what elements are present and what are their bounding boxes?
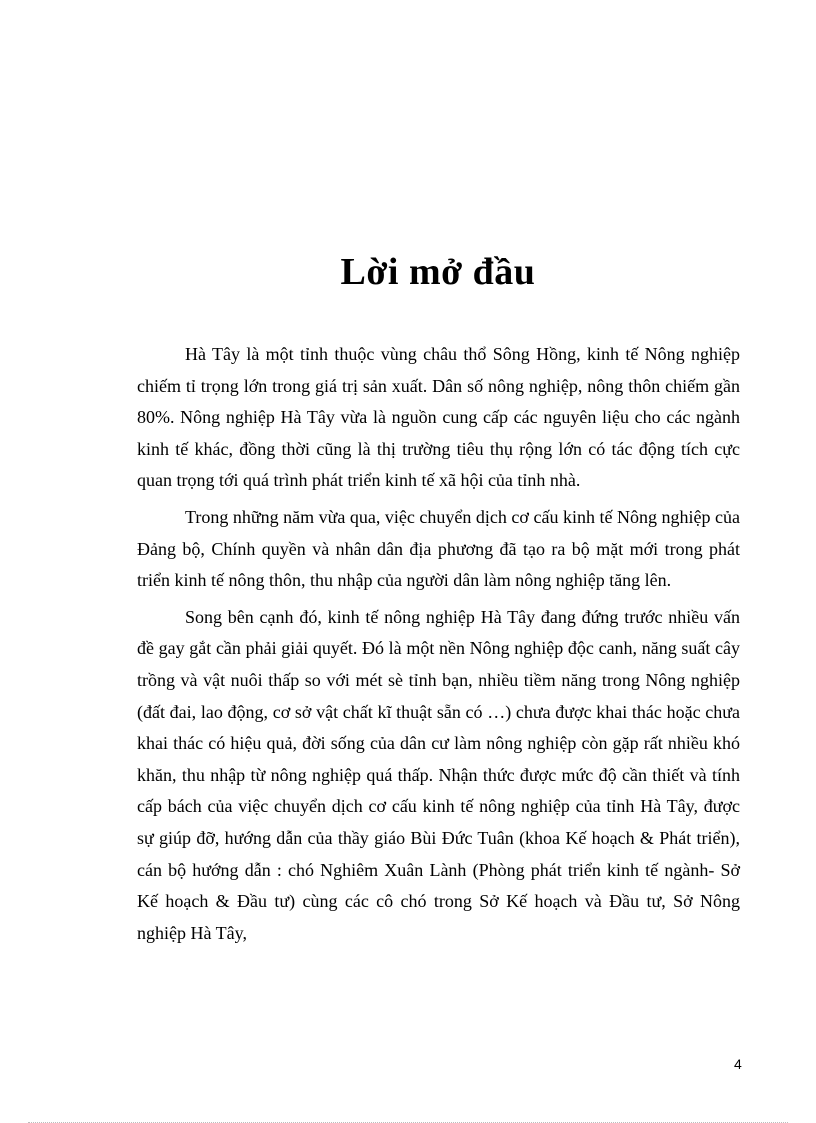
page-number: 4 [734, 1056, 742, 1072]
paragraph-intro: Hà Tây là một tỉnh thuộc vùng châu thổ Sông Hồng, kinh tế Nông nghiệp chiếm tỉ trọng lớn trong giá trị sản xuất. Dân số nông nghiệp, nông thôn chiếm gần 80%. Nông nghiệp Hà Tây vừa là nguồn cung cấp các nguyên liệu cho các ngành kinh tế khác, đồng thời cũng là thị trường tiêu thụ rộng lớn có tác động tích cực quan trọng tới quá trình phát triển kinh tế xã hội của tỉnh nhà. [137, 344, 740, 491]
paragraph-challenges: Song bên cạnh đó, kinh tế nông nghiệp Hà Tây đang đứng trước nhiều vấn đề gay gắt cần phải giải quyết. Đó là một nền Nông nghiệp độc canh, năng suất cây trồng và vật nuôi thấp so với mét sè tỉnh bạn, nhiều tiềm năng trong Nông nghiệp (đất đai, lao động, cơ sở vật chất kĩ thuật sẵn có …) chưa được khai thác hoặc chưa khai thác có hiệu quả, đời sống của dân cư làm nông nghiệp còn gặp rất nhiều khó khăn, thu nhập từ nông nghiệp quá thấp. Nhận thức được mức độ cần thiết và tính cấp bách của việc chuyển dịch cơ cấu kinh tế nông nghiệp của tỉnh Hà Tây, được sự giúp đỡ, hướng dẫn của thầy giáo Bùi Đức Tuân (khoa Kế hoạch & Phát triển), cán bộ hướng dẫn : chó Nghiêm Xuân Lành (Phòng phát triển kinh tế ngành- Sở Kế hoạch & Đầu tư) cùng các cô chó trong Sở Kế hoạch và Đầu tư, Sở Nông nghiệp Hà Tây, [137, 606, 740, 943]
paragraph-restructuring: Trong những năm vừa qua, việc chuyển dịch cơ cấu kinh tế Nông nghiệp của Đảng bộ, Chính quyền và nhân dân địa phương đã tạo ra bộ mặt mới trong phát triển kinh tế nông thôn, thu nhập của người dân làm nông nghiệp tăng lên. [137, 506, 740, 591]
page-title: Lời mở đầu [340, 251, 536, 293]
body-text [137, 339, 740, 954]
